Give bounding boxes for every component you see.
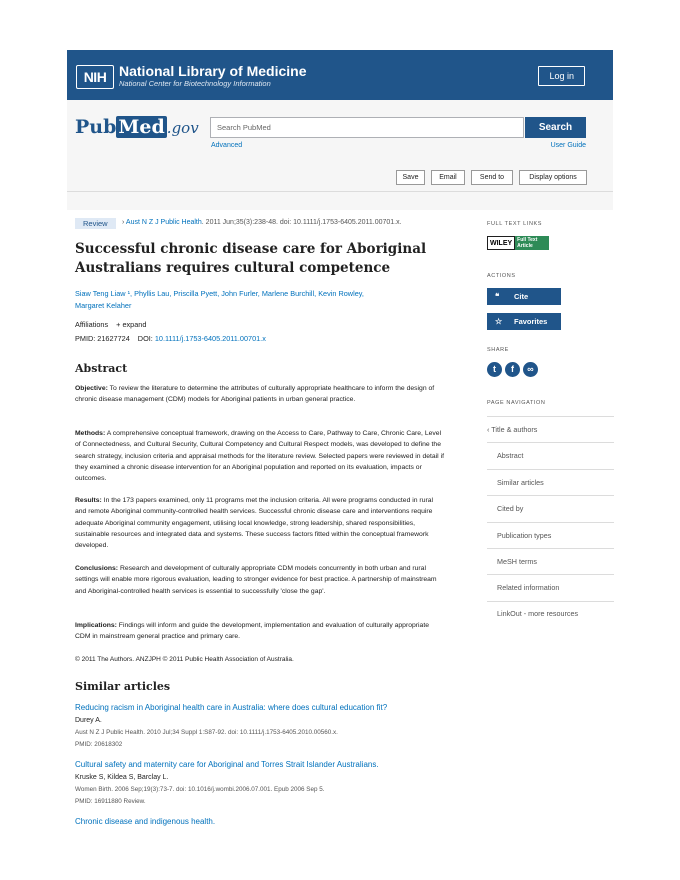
doi-link[interactable]: 10.1111/j.1753-6405.2011.00701.x xyxy=(154,334,266,343)
abstract-implications xyxy=(75,620,445,643)
nav-related-information[interactable]: Related information xyxy=(487,574,614,600)
similar-article-title[interactable]: Reducing racism in Aboriginal health care in Australia: where does cultural education fit? xyxy=(75,703,388,712)
implications-text: Findings will inform and guide the development, implementation and evaluation of culturally appropriate CDM in mainstream general practice and primary care. xyxy=(75,622,430,641)
save-button[interactable]: Save xyxy=(396,170,425,185)
login-button[interactable]: Log in xyxy=(538,66,585,86)
results-text: In the 173 papers examined, only 11 programs met the inclusion criteria. All were programs conducted in rural and remote Aboriginal community-controlled health services. Successful chronic disease care and interventions require adequate Aboriginal community engagement, utilising local knowledge, strong leadership, shared responsibilities, sustainable resources and integrated data and systems. These success factors fitted within the conceptual framework developed. xyxy=(75,497,434,550)
nav-mesh-terms[interactable]: MeSH terms xyxy=(487,548,614,574)
search-button[interactable]: Search xyxy=(525,117,586,138)
favorites-button[interactable] xyxy=(487,313,561,330)
share-label: SHARE xyxy=(487,347,509,353)
chevron-right-icon: › xyxy=(122,219,125,226)
abstract-results xyxy=(75,495,445,551)
pubmed-logo[interactable] xyxy=(75,116,199,138)
email-button[interactable]: Email xyxy=(431,170,465,185)
similar-article-source: Women Birth. 2006 Sep;19(3):73-7. doi: 10.1016/j.wombi.2006.07.001. Epub 2006 Sep 5. xyxy=(75,786,325,793)
article-title: Successful chronic disease care for Aboriginal Australians requires cultural competence xyxy=(75,241,427,276)
quote-icon: ❝ xyxy=(495,292,500,301)
similar-article-title[interactable]: Chronic disease and indigenous health. xyxy=(75,817,216,826)
results-label: Results: xyxy=(75,497,102,504)
objective-text: To review the literature to determine the attributes of culturally appropriate healthcare to inform the design of chronic disease management (CDM) models for Aboriginal patients in urban general practice. xyxy=(75,385,435,404)
favorites-label: Favorites xyxy=(514,317,548,326)
similar-article-source: Aust N Z J Public Health. 2010 Jul;34 Suppl 1:S87-92. doi: 10.1111/j.1753-6405.2010.00560.x. xyxy=(75,729,338,736)
nav-linkout[interactable]: LinkOut - more resources xyxy=(487,601,614,637)
advanced-search-link[interactable]: Advanced xyxy=(211,142,243,149)
doi-label: DOI: xyxy=(137,334,153,343)
citation-details: . 2011 Jun;35(3):238-48. doi: 10.1111/j.1753-6405.2011.00701.x. xyxy=(201,219,402,226)
identifiers xyxy=(75,334,266,343)
expand-affiliations-button[interactable]: + expand xyxy=(116,320,147,329)
pmid: PMID: 21627724 xyxy=(75,334,130,343)
full-text-links-label: FULL TEXT LINKS xyxy=(487,221,543,227)
abstract-heading: Abstract xyxy=(75,362,128,375)
page-navigation-label: PAGE NAVIGATION xyxy=(487,400,546,406)
link-icon[interactable]: ∞ xyxy=(523,362,538,377)
nav-label: Title & authors xyxy=(491,425,538,434)
journal-link[interactable]: Aust N Z J Public Health xyxy=(125,219,202,226)
twitter-icon[interactable]: t xyxy=(487,362,502,377)
ncbi-subtitle: National Center for Biotechnology Information xyxy=(119,79,271,88)
affiliations xyxy=(75,320,146,329)
nav-cited-by[interactable]: Cited by xyxy=(487,495,614,521)
nih-logo[interactable]: NIH xyxy=(76,65,114,89)
objective-label: Objective: xyxy=(75,385,108,392)
similar-article-authors: Kruske S, Kildea S, Barclay L. xyxy=(75,774,169,781)
share-buttons xyxy=(487,362,538,377)
nav-title-authors[interactable] xyxy=(487,416,614,442)
similar-article-pmid: PMID: 16911880 Review. xyxy=(75,798,146,805)
toolbar-divider xyxy=(67,191,613,192)
star-icon: ☆ xyxy=(495,317,503,326)
wiley-logo: WILEY xyxy=(487,236,515,250)
display-options-button[interactable]: Display options xyxy=(519,170,587,185)
logo-med-text: Med xyxy=(118,116,165,138)
user-guide-link[interactable]: User Guide xyxy=(550,142,586,149)
page-navigation xyxy=(487,416,614,637)
implications-label: Implications: xyxy=(75,622,117,629)
authors-line-1[interactable]: Siaw Teng Liaw ¹, Phyllis Lau, Priscilla Pyett, John Furler, Marlene Burchill, Kevin Rowley, xyxy=(75,289,364,298)
actions-label: ACTIONS xyxy=(487,273,516,279)
affiliations-label: Affiliations xyxy=(75,320,109,329)
facebook-icon[interactable]: f xyxy=(505,362,520,377)
citation-line xyxy=(122,219,402,226)
methods-label: Methods: xyxy=(75,430,106,437)
logo-pub-text: Pub xyxy=(75,116,117,138)
abstract-conclusions xyxy=(75,563,445,597)
nav-publication-types[interactable]: Publication types xyxy=(487,522,614,548)
similar-article-authors: Durey A. xyxy=(75,717,102,724)
full-text-label: Full Text Article xyxy=(515,236,549,250)
cite-label: Cite xyxy=(514,292,529,301)
similar-article-pmid: PMID: 20618302 xyxy=(75,741,123,748)
abstract-methods xyxy=(75,428,445,484)
copyright: © 2011 The Authors. ANZJPH © 2011 Public Health Association of Australia. xyxy=(75,656,294,663)
logo-gov-text: .gov xyxy=(166,119,199,137)
wiley-full-text-link[interactable] xyxy=(487,236,549,250)
search-input[interactable]: Search PubMed xyxy=(210,117,524,138)
author-list[interactable] xyxy=(75,288,405,312)
conclusions-text: Research and development of culturally appropriate CDM models concurrently in both urban and rural settings will enable more rigorous evaluation, leading to stronger evidence for best practice. A partnership of mainstream and Aboriginal-controlled health services is essential to successfully 'close the gap'. xyxy=(75,565,437,595)
review-badge: Review xyxy=(75,218,116,229)
conclusions-label: Conclusions: xyxy=(75,565,119,572)
methods-text: A comprehensive conceptual framework, drawing on the Access to Care, Pathway to Care, Chronic Care, Level of Connectedness, and Cultural Security, Cultural Competency and Cultural Respect models, was developed to define the search strategy, inclusion criteria and appraisal methods for the literature review. Selected papers were reviewed in detail if they examined a chronic disease intervention for an Aboriginal population and reported on its evaluation, impacts or outcomes. xyxy=(75,430,444,483)
nav-abstract[interactable]: Abstract xyxy=(487,442,614,468)
nih-banner xyxy=(67,50,613,100)
cite-button[interactable] xyxy=(487,288,561,305)
abstract-objective xyxy=(75,383,445,406)
authors-line-2[interactable]: Margaret Kelaher xyxy=(75,301,132,310)
send-to-button[interactable]: Send to xyxy=(471,170,513,185)
similar-article-title[interactable]: Cultural safety and maternity care for Aboriginal and Torres Strait Islander Australians. xyxy=(75,760,379,769)
chevron-left-icon: ‹ xyxy=(487,425,492,434)
nlm-title[interactable]: National Library of Medicine xyxy=(119,63,307,79)
nav-similar-articles[interactable]: Similar articles xyxy=(487,469,614,495)
similar-articles-heading: Similar articles xyxy=(75,680,171,693)
